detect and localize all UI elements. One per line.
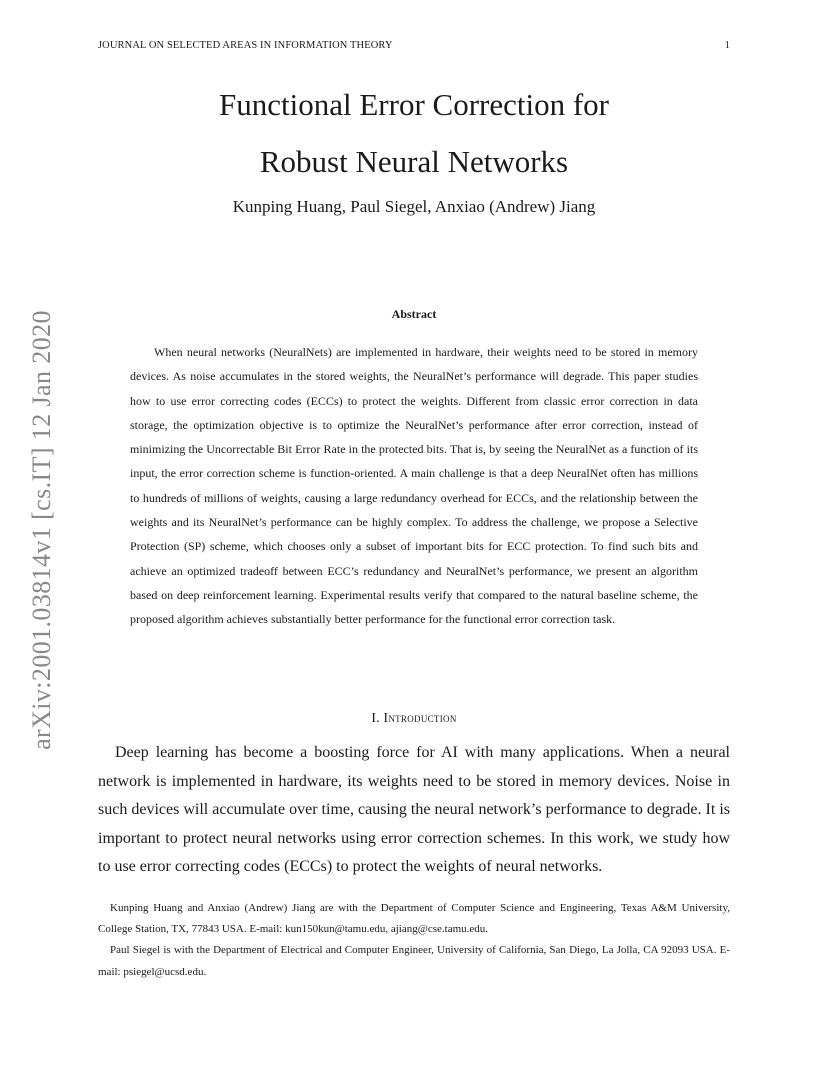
author-list: Kunping Huang, Paul Siegel, Anxiao (Andrew) Jiang bbox=[232, 197, 596, 216]
journal-name: JOURNAL ON SELECTED AREAS IN INFORMATION THEORY bbox=[98, 40, 393, 51]
title-line-1: Functional Error Correction for bbox=[219, 87, 609, 122]
abstract-body: When neural networks (NeuralNets) are implemented in hardware, their weights need to be stored in memory devices. As noise accumulates in the stored weights, the NeuralNet’s performance will degrade. This paper studies how to use error correcting codes (ECCs) to protect the weights. Different from classic error correction in data storage, the optimization objective is to optimize the NeuralNet’s performance after error correction, instead of minimizing the Uncorrectable Bit Error Rate in the protected bits. That is, by seeing the NeuralNet as a function of its input, the error correction scheme is function-oriented. A main challenge is that a deep NeuralNet often has millions to hundreds of millions of weights, causing a large redundancy overhead for ECCs, and the relationship between the weights and its NeuralNet’s performance can be highly complex. To address the challenge, we propose a Selective Protection (SP) scheme, which chooses only a subset of important bits for ECC protection. To find such bits and achieve an optimized tradeoff between ECC’s redundancy and NeuralNet’s performance, we present an algorithm based on deep reinforcement learning. Experimental results verify that compared to the natural baseline scheme, the proposed algorithm achieves substantially better performance for the functional error correction task. bbox=[130, 345, 698, 627]
author-footnotes bbox=[98, 898, 730, 983]
paper-title bbox=[0, 76, 828, 190]
arxiv-watermark: arXiv:2001.03814v1 [cs.IT] 12 Jan 2020 bbox=[27, 310, 56, 750]
footnote-affiliation-1: Kunping Huang and Anxiao (Andrew) Jiang are with the Department of Computer Science and Engineering, Texas A&M University, College Station, TX, 77843 USA. E-mail: kun150kun@tamu.edu, ajiang@cse.tamu.edu. bbox=[98, 902, 730, 936]
footnote-affiliation-2: Paul Siegel is with the Department of Electrical and Computer Engineer, University of California, San Diego, La Jolla, CA 92093 USA. E-mail: psiegel@ucsd.edu. bbox=[98, 944, 730, 978]
intro-paragraph: Deep learning has become a boosting force for AI with many applications. When a neural network is implemented in hardware, its weights need to be stored in memory devices. Noise in such devices will accumulate over time, causing the neural network’s performance to degrade. It is important to protect neural networks using error correction schemes. In this work, we study how to use error correcting codes (ECCs) to protect the weights of neural networks. bbox=[98, 744, 730, 875]
section-heading bbox=[0, 710, 828, 726]
section-title: Introduction bbox=[383, 710, 457, 725]
title-line-2: Robust Neural Networks bbox=[259, 144, 569, 179]
page-number: 1 bbox=[724, 40, 730, 51]
abstract-heading: Abstract bbox=[391, 307, 437, 321]
section-number: I. bbox=[371, 710, 384, 725]
